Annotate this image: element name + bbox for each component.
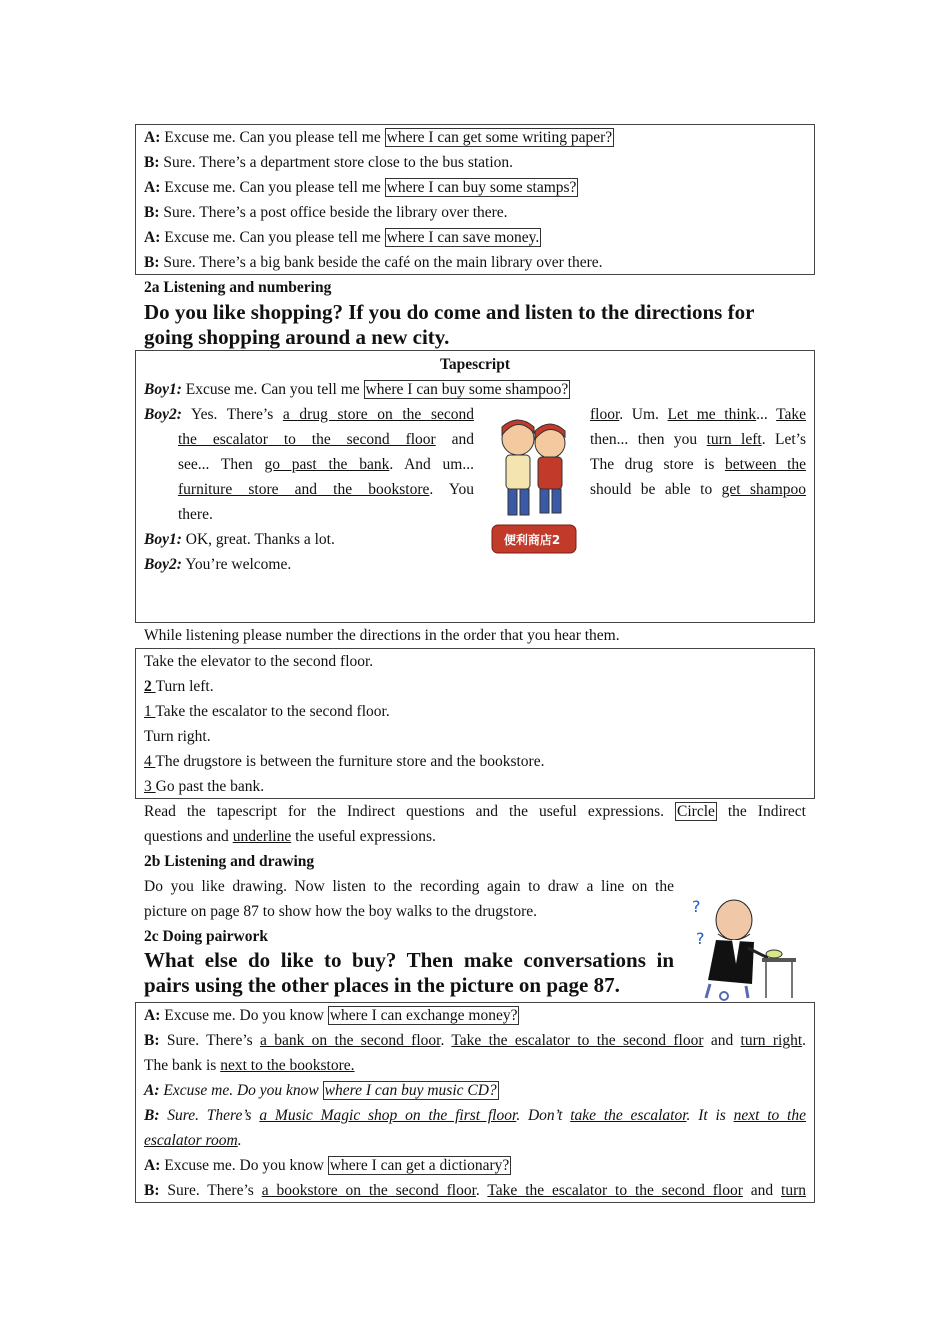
speaker: Boy2: xyxy=(144,406,182,423)
dialog-line xyxy=(136,1153,814,1178)
line-text: You’re welcome. xyxy=(185,556,292,573)
circled-question: where I can buy music CD? xyxy=(324,1082,497,1099)
speaker: A: xyxy=(144,179,161,196)
dialog-line xyxy=(136,225,814,250)
text: ... xyxy=(756,406,777,423)
underlined-expression: turn right xyxy=(740,1032,803,1049)
text: the useful expressions. xyxy=(291,828,436,845)
dialog-box-1 xyxy=(135,124,815,275)
dialog-line xyxy=(136,1053,814,1078)
read-instruction-line-2 xyxy=(144,824,436,849)
direction-number: 3 xyxy=(144,778,156,795)
direction-text: Take the elevator to the second floor. xyxy=(144,653,374,670)
thinking-man-illustration xyxy=(688,894,800,1002)
line-text: Sure. There’s a department store close to the bus station. xyxy=(163,154,514,171)
underlined-expression: Take the escalator to the second floor xyxy=(451,1032,704,1049)
text: and xyxy=(451,431,474,448)
section-2b-text-2: picture on page 87 to show how the boy walks to the drugstore. xyxy=(144,903,538,920)
underlined-expression: a drug store on the second xyxy=(282,406,474,423)
text: . And um... xyxy=(389,456,474,473)
line-text: Sure. There’s a big bank beside the café on the main library over there. xyxy=(163,254,603,271)
circle-word: Circle xyxy=(677,803,715,820)
tapescript-right-1 xyxy=(590,402,806,427)
question-mark-icon: ? xyxy=(692,897,701,916)
dialog-box-2 xyxy=(135,1002,815,1203)
dialog-line xyxy=(136,200,814,225)
read-instruction-line-1 xyxy=(144,799,806,824)
speaker: A: xyxy=(144,1082,160,1099)
circled-question: where I can buy some stamps? xyxy=(386,179,577,196)
speaker: A: xyxy=(144,1007,161,1024)
direction-item xyxy=(136,724,814,749)
text: the Indirect xyxy=(716,803,806,820)
direction-item xyxy=(136,649,814,674)
underlined-expression: between the xyxy=(724,456,806,473)
tapescript-left-4 xyxy=(178,477,474,502)
direction-number: 4 xyxy=(144,753,156,770)
underlined-expression: a bookstore on the second floor xyxy=(261,1182,476,1199)
question-mark-icon: ? xyxy=(696,929,705,948)
underlined-expression: next to the bookstore. xyxy=(220,1057,355,1074)
text: . Um. xyxy=(619,406,668,423)
underlined-expression: turn xyxy=(781,1182,806,1199)
speaker: A: xyxy=(144,229,161,246)
section-2b-heading: 2b Listening and drawing xyxy=(144,853,315,870)
dialog-line xyxy=(136,1078,814,1103)
text: . You xyxy=(429,481,474,498)
section-2c-heading: 2c Doing pairwork xyxy=(144,928,268,945)
line-text: Excuse me. Do you know xyxy=(164,1007,328,1024)
tapescript-left-5: there. xyxy=(178,506,213,523)
dialog-line xyxy=(136,175,814,200)
dialog-line xyxy=(136,150,814,175)
line-text: Excuse me. Can you please tell me xyxy=(164,229,385,246)
text: should be able to xyxy=(590,481,722,498)
line-text: Sure. There’s a post office beside the library over there. xyxy=(163,204,508,221)
text: Sure. There’s xyxy=(166,1032,260,1049)
speaker: A: xyxy=(144,1157,161,1174)
direction-text: Take the escalator to the second floor. xyxy=(155,703,390,720)
speaker: B: xyxy=(144,1182,160,1199)
underlined-expression: go past the bank xyxy=(264,456,390,473)
text: Yes. There’s xyxy=(190,406,283,423)
section-2b-text-1: Do you like drawing. Now listen to the recording again to draw a line on the xyxy=(144,878,674,895)
direction-text: Turn right. xyxy=(144,728,211,745)
direction-number: 1 xyxy=(144,703,156,720)
line-text: Excuse me. Can you tell me xyxy=(185,381,364,398)
tapescript-line-1 xyxy=(144,377,570,402)
section-2a-heading: 2a Listening and numbering xyxy=(144,279,332,296)
text: and xyxy=(703,1032,741,1049)
underlined-expression: escalator room xyxy=(144,1132,238,1149)
speaker: A: xyxy=(144,129,161,146)
dialog-line xyxy=(136,1178,806,1203)
underlined-expression: the escalator to the second floor xyxy=(178,431,436,448)
text: Sure. There’s xyxy=(167,1107,260,1124)
speaker: Boy1: xyxy=(144,381,182,398)
speaker: Boy1: xyxy=(144,531,182,548)
line-text: OK, great. Thanks a lot. xyxy=(185,531,335,548)
underlined-expression: take the escalator xyxy=(570,1107,687,1124)
underlined-expression: a bank on the second floor xyxy=(260,1032,441,1049)
section-2c-intro-2: pairs using the other places in the picture on page 87. xyxy=(144,973,620,997)
tapescript-right-2 xyxy=(590,427,806,452)
speaker: B: xyxy=(144,1107,160,1124)
text: . xyxy=(440,1032,452,1049)
text: questions and xyxy=(144,828,233,845)
text: . Let’s xyxy=(761,431,807,448)
text: Sure. There’s xyxy=(167,1182,262,1199)
text: . xyxy=(237,1132,242,1149)
text: The drug store is xyxy=(590,456,725,473)
speaker: B: xyxy=(144,204,160,221)
direction-item xyxy=(136,674,814,699)
directions-box xyxy=(135,648,815,799)
tapescript-line-boy2 xyxy=(144,552,291,577)
speaker: Boy2: xyxy=(144,556,182,573)
tapescript-left-3 xyxy=(178,452,474,477)
text: . It is xyxy=(686,1107,734,1124)
underlined-expression: furniture store and the bookstore xyxy=(178,481,430,498)
text: see... Then xyxy=(178,456,265,473)
speaker: B: xyxy=(144,254,160,271)
circled-question: where I can buy some shampoo? xyxy=(365,381,569,398)
line-text: Excuse me. Do you know xyxy=(163,1082,323,1099)
line-text: Excuse me. Do you know xyxy=(164,1157,328,1174)
circled-question: where I can exchange money? xyxy=(329,1007,518,1024)
underlined-expression: next to the xyxy=(733,1107,806,1124)
underlined-expression: Take the escalator to the second floor xyxy=(487,1182,743,1199)
circled-question: where I can save money. xyxy=(386,229,540,246)
text: . xyxy=(802,1032,807,1049)
dialog-line xyxy=(136,1028,806,1053)
direction-number: 2 xyxy=(144,678,156,695)
dialog-line xyxy=(136,250,814,275)
tapescript-title: Tapescript xyxy=(439,356,511,373)
dialog-line xyxy=(136,1103,806,1128)
tapescript-left-2 xyxy=(178,427,474,452)
numbering-instruction: While listening please number the directions in the order that you hear them. xyxy=(144,627,620,644)
underlined-expression: turn left xyxy=(706,431,762,448)
dialog-line xyxy=(136,1128,814,1153)
tapescript-right-4 xyxy=(590,477,806,502)
direction-item xyxy=(136,699,814,724)
dialog-line xyxy=(136,125,814,150)
line-text: Excuse me. Can you please tell me xyxy=(164,129,385,146)
speaker: B: xyxy=(144,1032,160,1049)
direction-item xyxy=(136,749,814,774)
line-text: Excuse me. Can you please tell me xyxy=(164,179,385,196)
direction-text: Turn left. xyxy=(155,678,214,695)
underlined-expression: get shampoo xyxy=(721,481,806,498)
section-2c-intro-1: What else do like to buy? Then make conversations in xyxy=(144,948,674,972)
tapescript-box xyxy=(135,350,815,623)
logo-text: 便利商店2 xyxy=(503,533,561,547)
tapescript-left-1 xyxy=(144,402,474,427)
underlined-expression: floor xyxy=(590,406,620,423)
text: . xyxy=(475,1182,488,1199)
speaker: B: xyxy=(144,154,160,171)
tapescript-right-3 xyxy=(590,452,806,477)
text: then... then you xyxy=(590,431,707,448)
circled-question: where I can get some writing paper? xyxy=(386,129,613,146)
circled-question: where I can get a dictionary? xyxy=(329,1157,510,1174)
dialog-line xyxy=(136,1003,814,1028)
direction-text: Go past the bank. xyxy=(155,778,265,795)
text: and xyxy=(742,1182,782,1199)
text: . Don’t xyxy=(516,1107,571,1124)
text: Read the tapescript for the Indirect questions and the useful expressions. xyxy=(144,803,676,820)
tapescript-line-boy1 xyxy=(144,527,335,552)
direction-text: The drugstore is between the furniture store and the bookstore. xyxy=(155,753,545,770)
text: The bank is xyxy=(144,1057,221,1074)
underlined-expression: a Music Magic shop on the first floor xyxy=(259,1107,517,1124)
underlined-expression: Take xyxy=(776,406,806,423)
cartoon-kids-illustration xyxy=(488,411,580,561)
underlined-expression: Let me think xyxy=(667,406,757,423)
direction-item xyxy=(136,774,814,799)
underline-word: underline xyxy=(232,828,292,845)
section-2a-intro: Do you like shopping? If you do come and listen to the directions for going shopping around a new city. xyxy=(144,300,755,349)
